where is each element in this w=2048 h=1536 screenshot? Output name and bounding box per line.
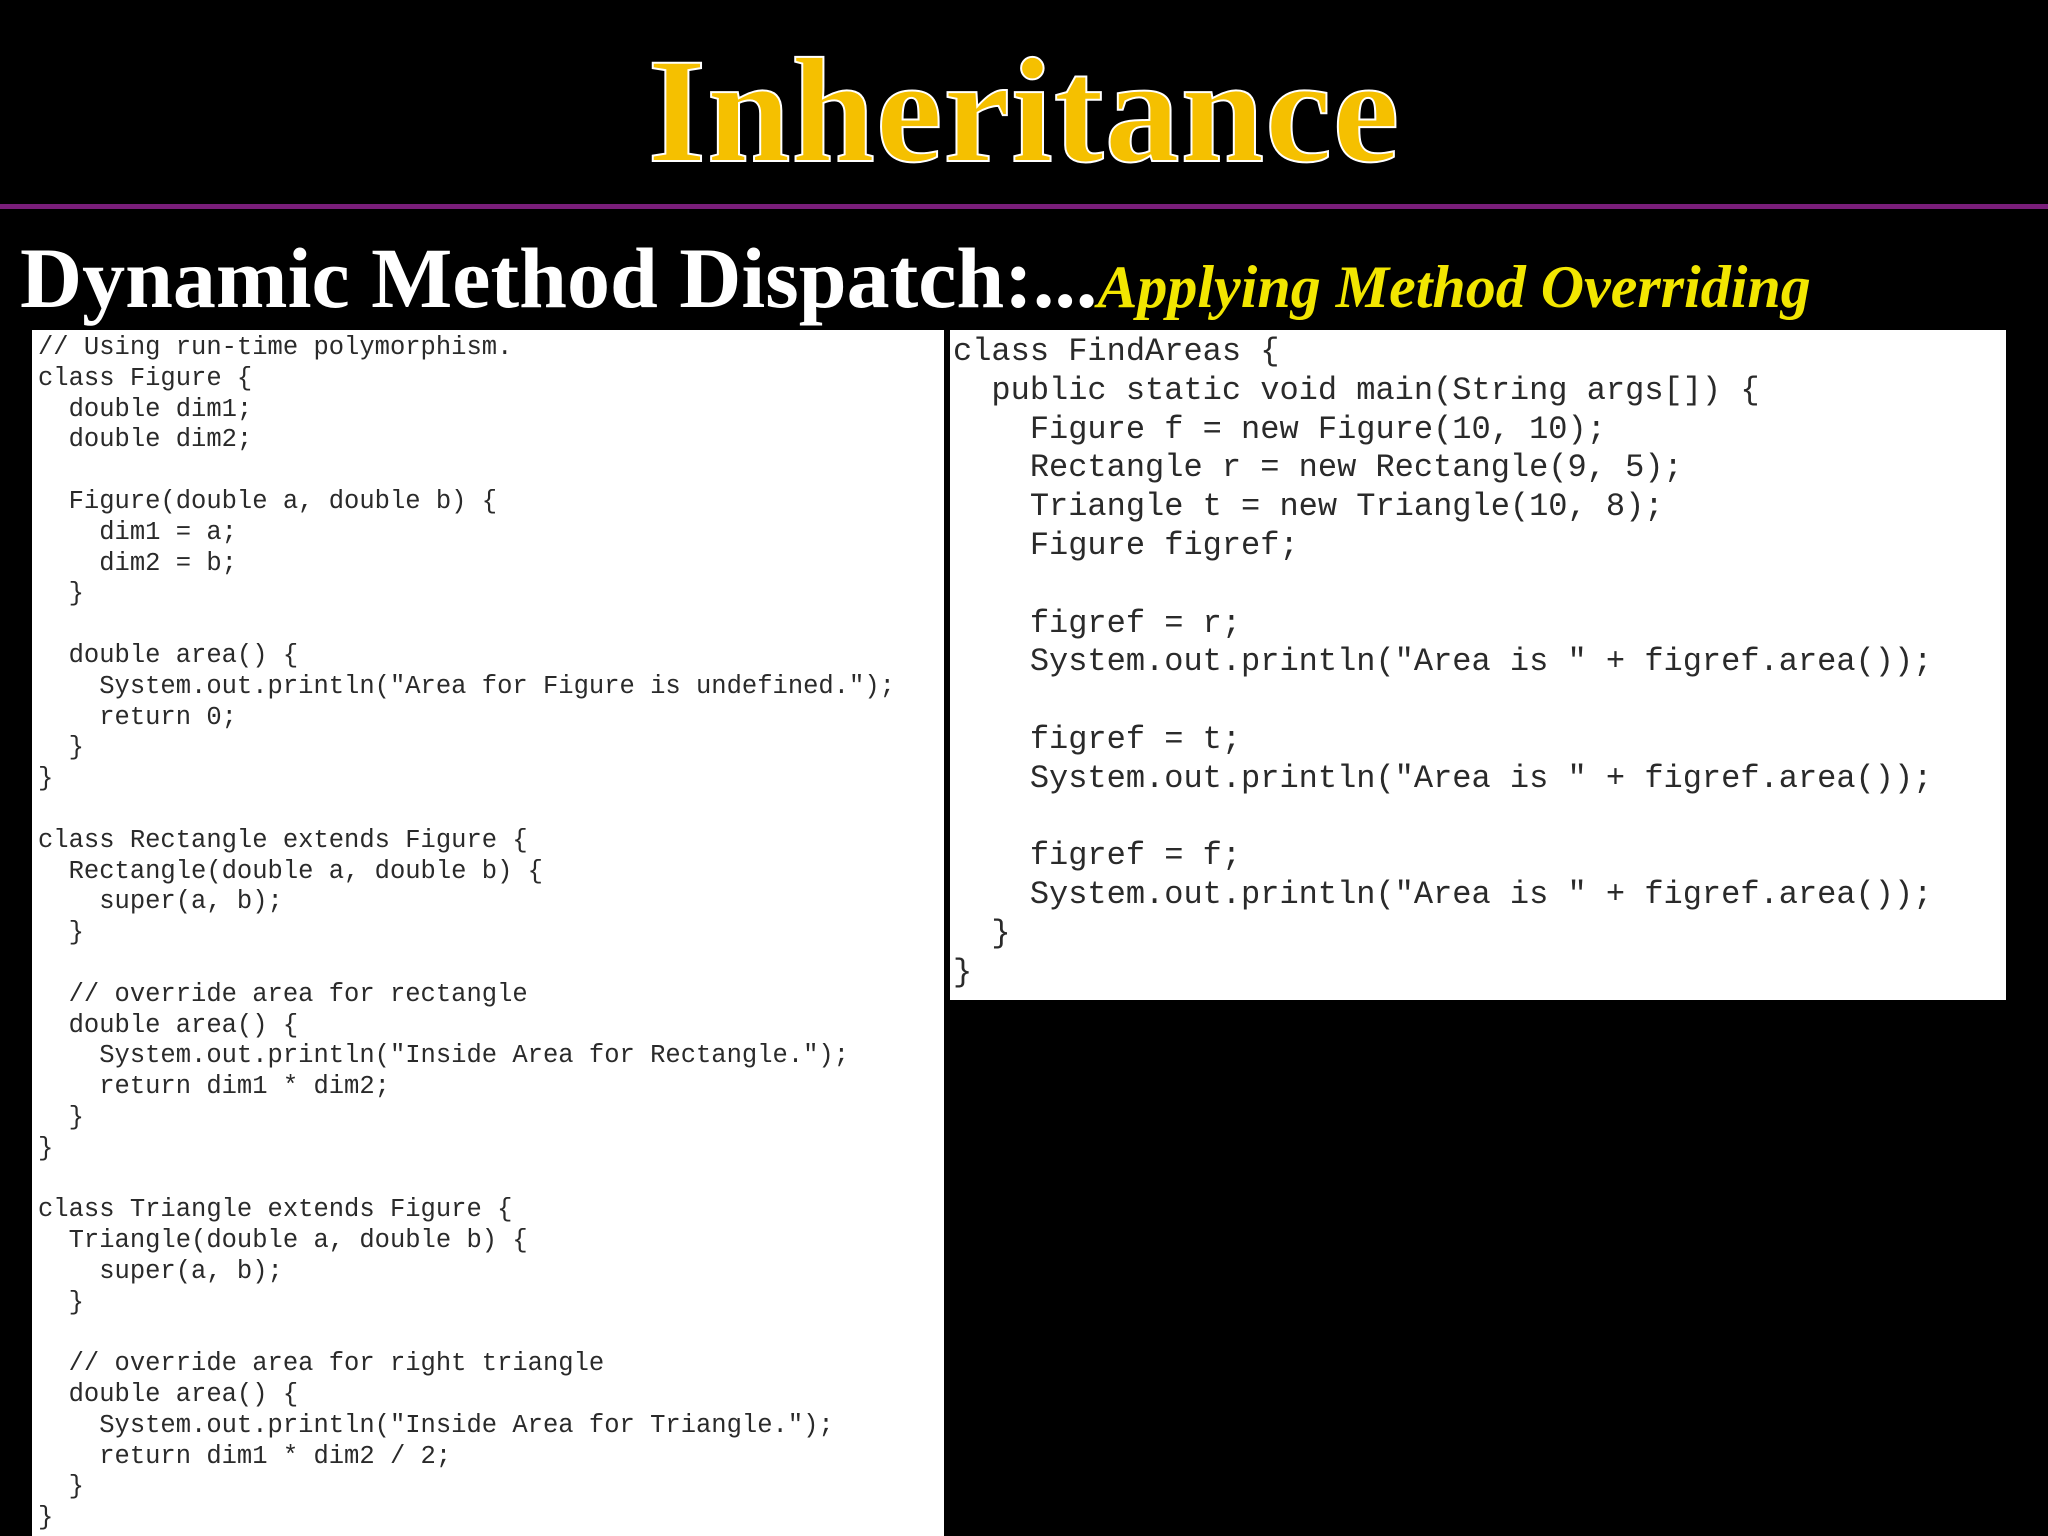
code-line: class Rectangle extends Figure { bbox=[38, 825, 528, 855]
code-line: System.out.println("Inside Area for Rectangle."); bbox=[38, 1041, 850, 1071]
code-line: } bbox=[38, 1472, 84, 1502]
title-divider bbox=[0, 204, 2048, 209]
code-line: } bbox=[953, 953, 973, 991]
code-line: Triangle(double a, double b) { bbox=[38, 1226, 528, 1256]
code-line: return dim1 * dim2 / 2; bbox=[38, 1441, 452, 1471]
code-line: System.out.println("Area is " + figref.area()); bbox=[953, 759, 1933, 797]
code-line bbox=[38, 456, 944, 487]
code-line: double dim2; bbox=[38, 425, 253, 455]
left-code-panel bbox=[32, 330, 944, 1536]
code-line: System.out.println("Area for Figure is undefined."); bbox=[38, 671, 895, 701]
right-code-panel bbox=[950, 330, 2006, 1000]
code-line: super(a, b); bbox=[38, 887, 283, 917]
code-line bbox=[953, 566, 2006, 605]
code-line bbox=[953, 799, 2006, 838]
code-line: class Triangle extends Figure { bbox=[38, 1195, 513, 1225]
code-line bbox=[953, 682, 2006, 721]
code-line: figref = r; bbox=[953, 604, 1242, 642]
code-line: System.out.println("Area is " + figref.area()); bbox=[953, 643, 1933, 681]
code-line: super(a, b); bbox=[38, 1256, 283, 1286]
code-line: System.out.println("Inside Area for Triangle."); bbox=[38, 1410, 834, 1440]
code-line: public static void main(String args[]) { bbox=[953, 371, 1760, 409]
code-line: } bbox=[38, 579, 84, 609]
code-line: return 0; bbox=[38, 702, 237, 732]
code-line: Figure figref; bbox=[953, 526, 1299, 564]
code-line: double area() { bbox=[38, 1380, 299, 1410]
slide-subtitle bbox=[20, 228, 2030, 337]
code-line: Rectangle(double a, double b) { bbox=[38, 856, 543, 886]
code-line bbox=[38, 795, 944, 826]
code-line: } bbox=[38, 1102, 84, 1132]
code-line: // Using run-time polymorphism. bbox=[38, 333, 513, 362]
code-line bbox=[38, 1319, 944, 1350]
code-line: dim1 = a; bbox=[38, 517, 237, 547]
code-line: Rectangle r = new Rectangle(9, 5); bbox=[953, 449, 1683, 487]
code-line: class FindAreas { bbox=[953, 333, 1280, 370]
code-line: } bbox=[38, 764, 54, 794]
code-line: // override area for right triangle bbox=[38, 1349, 605, 1379]
code-line: } bbox=[38, 733, 84, 763]
slide-title: Inheritance bbox=[647, 28, 1401, 194]
code-line: class Figure { bbox=[38, 363, 253, 393]
code-line: figref = f; bbox=[953, 837, 1242, 875]
code-line: } bbox=[38, 1287, 84, 1317]
code-line: System.out.println("Area is " + figref.area()); bbox=[953, 876, 1933, 914]
code-line: Triangle t = new Triangle(10, 8); bbox=[953, 488, 1664, 526]
code-line: Figure(double a, double b) { bbox=[38, 486, 498, 516]
code-line bbox=[38, 949, 944, 980]
code-line: double dim1; bbox=[38, 394, 253, 424]
code-line: // override area for rectangle bbox=[38, 979, 528, 1009]
code-line bbox=[38, 610, 944, 641]
code-line: } bbox=[38, 1503, 54, 1533]
code-line: } bbox=[953, 914, 1011, 952]
code-line: } bbox=[38, 1133, 54, 1163]
code-line: figref = t; bbox=[953, 720, 1242, 758]
code-line: return dim1 * dim2; bbox=[38, 1072, 390, 1102]
code-line bbox=[38, 1165, 944, 1196]
subtitle-main: Dynamic Method Dispatch:... bbox=[20, 230, 1098, 326]
code-line: Figure f = new Figure(10, 10); bbox=[953, 410, 1606, 448]
subtitle-italic: Applying Method Overriding bbox=[1097, 254, 1811, 320]
code-line: dim2 = b; bbox=[38, 548, 237, 578]
code-line: double area() { bbox=[38, 640, 299, 670]
code-line: double area() { bbox=[38, 1010, 299, 1040]
code-line: } bbox=[38, 918, 84, 948]
